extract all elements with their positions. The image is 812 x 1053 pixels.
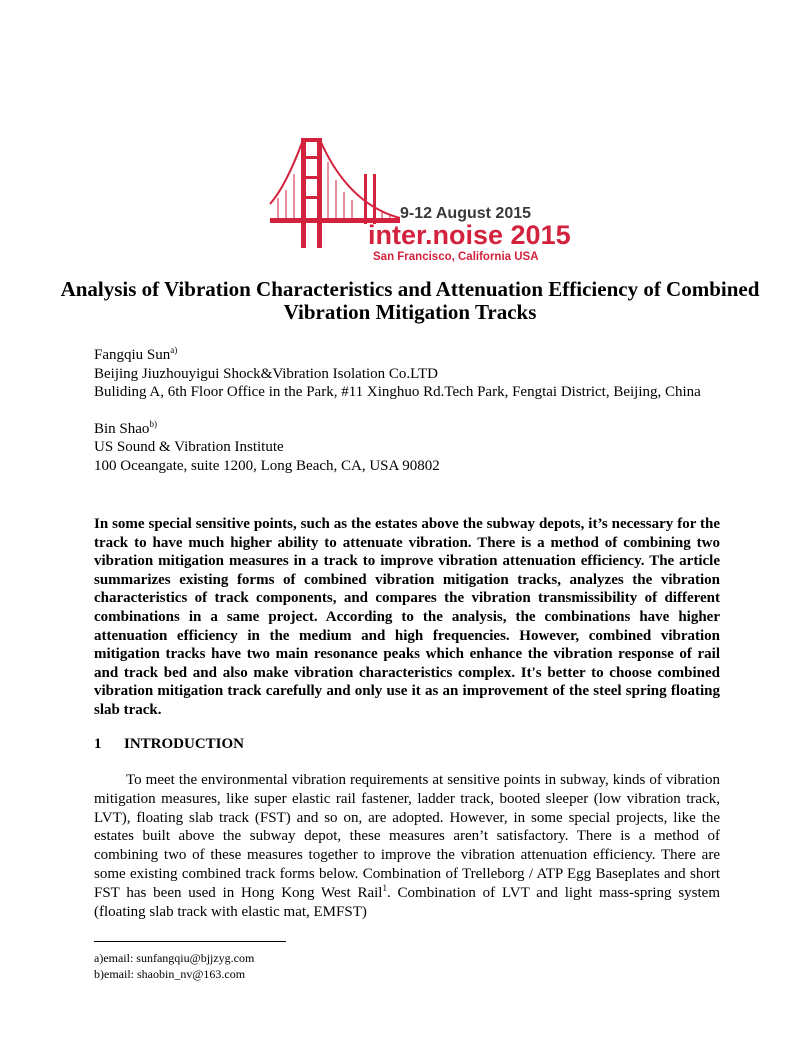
conference-dates: 9-12 August 2015 [400, 205, 532, 222]
footnote-divider [94, 941, 286, 942]
paper-title: Analysis of Vibration Characteristics and Attenuation Efficiency of Combined Vibration Mitigation Tracks [60, 277, 760, 324]
abstract: In some special sensitive points, such as the estates above the subway depots, it’s necessary for the track to have much higher ability to attenuate vibration. There is a method of combining two vibration mitigation measures in a track to improve vibration attenuation efficiency. The article summarizes existing forms of combined vibration mitigation tracks, analyzes the vibration characteristics of track components, and compares the vibration transmissibility of different combinations in a same project. According to the analysis, the combinations have higher attenuation efficiency in the medium and high frequencies. However, combined vibration mitigation tracks have two main resonance peaks which enhance the vibration response of rail and track bed and also make vibration characteristics complex. It's better to choose combined vibration mitigation track carefully and only use it as an improvement of the steel spring floating slab track. [94, 516, 720, 718]
reference-marker: 1 [382, 882, 387, 893]
section-title: INTRODUCTION [124, 736, 245, 752]
author-name [94, 420, 720, 439]
author-mark: a) [170, 345, 178, 355]
body-text: To meet the environmental vibration requirements at sensitive points in subway, kinds of vibration mitigation measures, like super elastic rail fastener, ladder track, booted sleeper (low vibration track, LVT), floating slab track (FST) and so on, are adopted. However, in some special projects, like the estates built above the subway depot, these measures aren’t satisfactory. There is a method of combining two of these measures together to improve the vibration attenuation efficiency. There are some existing combined track forms below. Combination of Trelleborg / ATP Egg Baseplates and short FST has been used in Hong Kong West Rail [94, 772, 720, 901]
footnotes [94, 951, 254, 982]
conference-name: inter.noise 2015 [368, 220, 571, 250]
section-heading [94, 736, 244, 753]
footnote-email: a)email: sunfangqiu@bjjzyg.com [94, 951, 255, 965]
author-affiliation: Beijing Jiuzhouyigui Shock&Vibration Isolation Co.LTD [94, 365, 438, 382]
author-address: 100 Oceangate, suite 1200, Long Beach, CA, USA 90802 [94, 457, 440, 474]
author-affiliation: US Sound & Vibration Institute [94, 439, 284, 455]
author-mark: b) [149, 418, 157, 429]
author-address: Buliding A, 6th Floor Office in the Park, #11 Xinghuo Rd.Tech Park, Fengtai District, Beijing, China [94, 384, 701, 400]
author-block [94, 346, 720, 475]
body-paragraph [94, 771, 720, 921]
body-text: . Combination of LVT and light mass-spring system (floating slab track with elastic mat, EMFST) [94, 884, 720, 920]
conference-logo [268, 126, 571, 266]
conference-location: San Francisco, California USA [373, 251, 539, 263]
section-number: 1 [94, 736, 102, 752]
footnote-email: b)email: shaobin_nv@163.com [94, 966, 246, 981]
author-name [94, 346, 720, 365]
author-name-text: Bin Shao [94, 420, 150, 437]
author-name-text: Fangqiu Sun [94, 347, 171, 363]
